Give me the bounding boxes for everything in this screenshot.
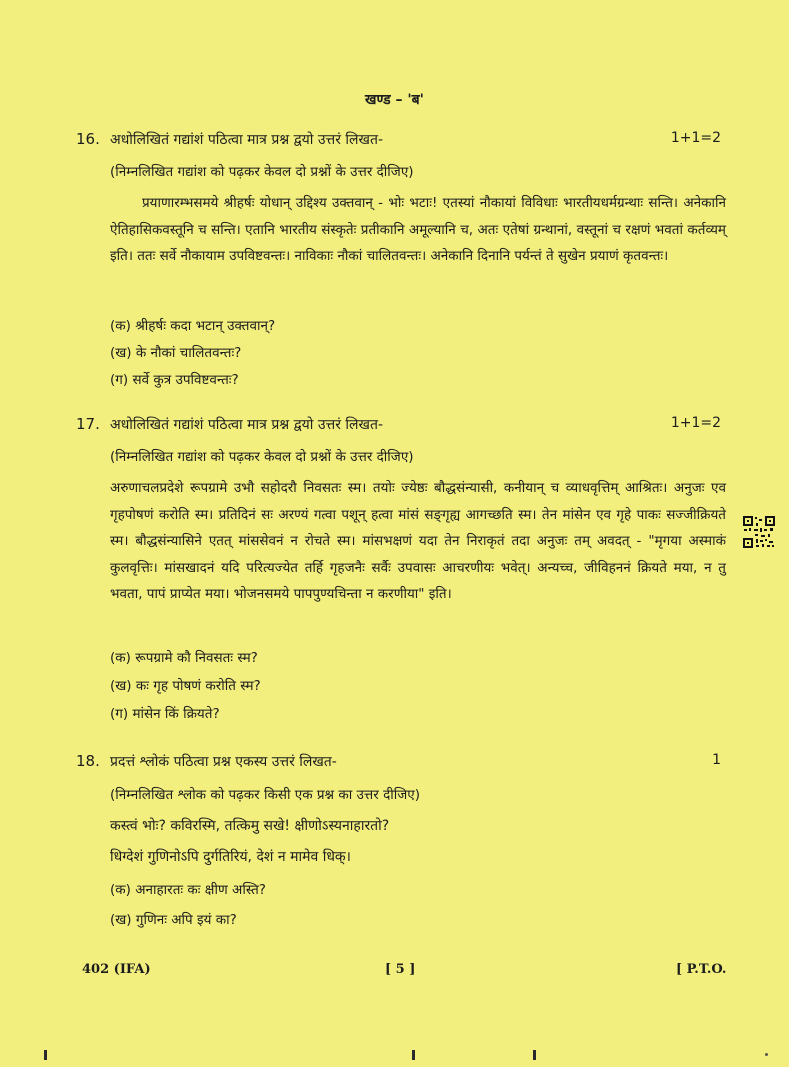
question-number: 16. [76, 130, 100, 148]
scan-mark [44, 1050, 47, 1060]
option-label: (ख) [110, 678, 132, 694]
option-text: मांसेन किं क्रियते? [132, 706, 220, 722]
passage: प्रयाणारम्भसमये श्रीहर्षः योधान् उद्दिश्य उक्तवान् - भोः भटाः! एतस्यां नौकायां विविधाः भारतीयधर्मग्रन्थाः सन्ति। अनेकानि ऐतिहासिकवस्तूनि च सन्ति। एतानि भारतीय संस्कृतेः प्रतीकानि अमूल्यानि च, अतः एतेषां ग्रन्थानां, वस्तूनां च रक्षणं भवतां कर्तव्यम् इति। ततः सर्वे नौकायाम उपविष्टवन्तः। नाविकाः नौकां चालितवन्तः। अनेकानि दिनानि पर्यन्तं ते सुखेन प्रयाणं कृतवन्तः। [110, 195, 726, 264]
option-ka [110, 316, 275, 334]
option-text: कः गृह पोषणं करोति स्म? [135, 678, 261, 694]
option-label: (क) [110, 882, 131, 898]
option-text: सर्वे कुत्र उपविष्टवन्तः? [132, 372, 239, 388]
hindi-instruction: (निम्नलिखित श्लोक को पढ़कर किसी एक प्रश्न का उत्तर दीजिए) [110, 787, 420, 803]
option-kha [110, 676, 261, 694]
verse-line-2: धिग्देशं गुणिनोऽपि दुर्गतिरियं, देशं न मामेव धिक्। [110, 849, 351, 865]
please-turn-over: [ P.T.O. [676, 962, 727, 977]
question-marks: 1 [712, 752, 721, 768]
option-text: अनाहारतः कः क्षीण अस्ति? [135, 882, 266, 898]
scan-mark [412, 1050, 415, 1060]
question-instruction: प्रदत्तं श्लोकं पठित्वा प्रश्न एकस्य उत्तरं लिखत- [110, 754, 337, 770]
question-number: 18. [76, 752, 100, 770]
option-ka [110, 880, 266, 898]
option-label: (क) [110, 650, 131, 666]
option-text: रूपग्रामे कौ निवसतः स्म? [135, 650, 258, 666]
hindi-instruction: (निम्नलिखित गद्यांश को पढ़कर केवल दो प्रश्नों के उत्तर दीजिए) [110, 164, 414, 180]
question-instruction: अधोलिखितं गद्यांशं पठित्वा मात्र प्रश्न द्वयो उत्तरं लिखत- [110, 417, 383, 433]
option-text: के नौकां चालितवन्तः? [135, 345, 242, 361]
option-text: गुणिनः अपि इयं का? [135, 912, 237, 928]
option-ga [110, 370, 239, 388]
verse-line-1: कस्त्वं भोः? कविरस्मि, तत्किमु सखे! क्षीणोऽस्यनाहारतो? [110, 818, 390, 834]
qr-code-icon [742, 515, 776, 549]
question-instruction: अधोलिखितं गद्यांशं पठित्वा मात्र प्रश्न द्वयो उत्तरं लिखत- [110, 132, 383, 148]
option-kha [110, 910, 237, 928]
option-ga [110, 704, 220, 722]
scan-mark [533, 1050, 536, 1060]
option-label: (ग) [110, 372, 129, 388]
question-marks: 1+1=2 [670, 130, 721, 146]
option-label: (ख) [110, 912, 132, 928]
question-marks: 1+1=2 [670, 415, 721, 431]
option-kha [110, 343, 241, 361]
page-number: [ 5 ] [385, 962, 416, 977]
option-label: (ख) [110, 345, 132, 361]
paper-code: 402 (IFA) [82, 962, 151, 977]
passage: अरुणाचलप्रदेशे रूपग्रामे उभौ सहोदरौ निवसतः स्म। तयोः ज्येष्ठः बौद्धसंन्यासी, कनीयान् च व्याधवृत्तिम् आश्रितः। अनुजः एव गृहपोषणं करोति स्म। प्रतिदिनं सः अरण्यं गत्वा पशून् हत्वा मांसं सङ्गृह्य आगच्छति स्म। तेन मांसेन एव गृहे पाकः सज्जीक्रियते स्म। बौद्धसंन्यासिने एतत् मांससेवनं न रोचते स्म। मांसभक्षणं यदा तेन निराकृतं तदा अनुजः तम् अवदत् - "मृगया अस्माकं कुलवृत्तिः। मांसखादनं यदि परित्यज्येत तर्हि गृहजनैः सर्वैः उपवासः आचरणीयः भवेत्। अन्यच्च, जीविहननं क्रियते मया, न तु भवता, पापं प्राप्येत मया। भोजनसमये पापपुण्यचिन्ता न करणीया" इति। [110, 480, 726, 602]
hindi-instruction: (निम्नलिखित गद्यांश को पढ़कर केवल दो प्रश्नों के उत्तर दीजिए) [110, 449, 414, 465]
section-title: खण्ड – 'ब' [365, 92, 424, 108]
scan-mark [765, 1053, 768, 1056]
option-label: (ग) [110, 706, 129, 722]
question-number: 17. [76, 415, 100, 433]
option-ka [110, 648, 258, 666]
option-label: (क) [110, 318, 131, 334]
option-text: श्रीहर्षः कदा भटान् उक्तवान्? [135, 318, 276, 334]
